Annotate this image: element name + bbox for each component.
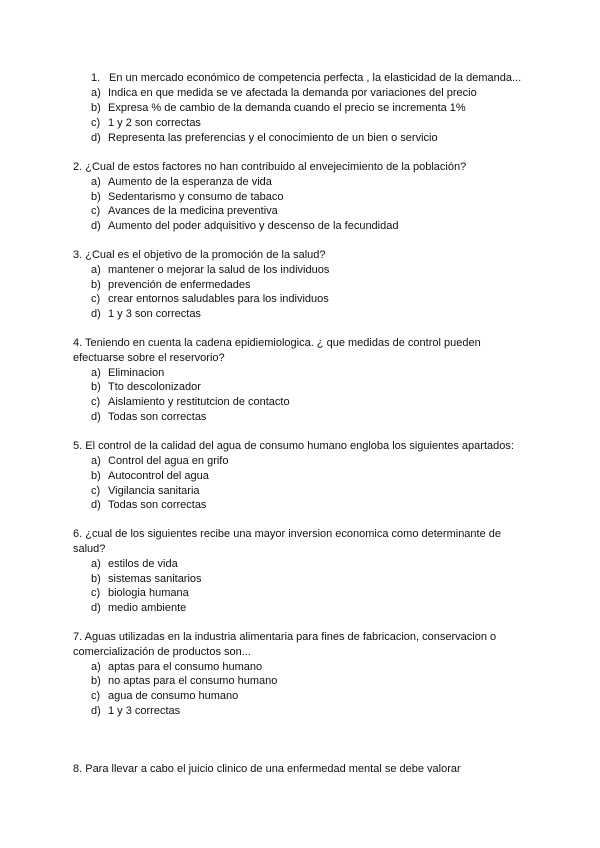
option-marker: c) [91, 485, 101, 497]
option-2b [91, 190, 284, 205]
option-text: Autocontrol del agua [108, 470, 209, 482]
option-2a [91, 175, 272, 190]
question-number: 1. [91, 72, 101, 84]
option-text: Eliminacion [108, 367, 165, 379]
option-marker: d) [91, 308, 101, 320]
question-8: 8. Para llevar a cabo el juicio clinico de una enfermedad mental se debe valorar [73, 763, 461, 775]
option-4c [91, 395, 290, 410]
option-marker: d) [91, 132, 101, 144]
option-marker: d) [91, 411, 101, 423]
option-marker: c) [91, 690, 101, 702]
option-text: estilos de vida [108, 558, 178, 570]
option-text: 1 y 2 son correctas [108, 117, 201, 129]
option-marker: a) [91, 558, 101, 570]
option-marker: d) [91, 220, 101, 232]
option-text: 1 y 3 son correctas [108, 308, 201, 320]
option-marker: a) [91, 661, 101, 673]
option-6a [91, 557, 178, 572]
option-5b [91, 469, 209, 484]
option-2c [91, 204, 278, 219]
option-3b [91, 278, 250, 293]
option-text: Aumento de la esperanza de vida [108, 176, 272, 188]
option-7a [91, 660, 262, 675]
option-4a [91, 366, 164, 381]
question-2: 2. ¿Cual de estos factores no han contribuido al envejecimiento de la población? [73, 161, 467, 173]
option-marker: c) [91, 396, 101, 408]
option-text: Todas son correctas [108, 499, 207, 511]
option-marker: b) [91, 102, 101, 114]
option-7d [91, 704, 180, 719]
option-marker: a) [91, 87, 101, 99]
option-text: Indica en que medida se ve afectada la demanda por variaciones del precio [108, 87, 477, 99]
option-text: Aislamiento y restitutcion de contacto [108, 396, 290, 408]
option-text: agua de consumo humano [108, 690, 239, 702]
option-marker: c) [91, 293, 101, 305]
question-text: En un mercado económico de competencia perfecta , la elasticidad de la demanda... [109, 72, 522, 84]
option-marker: d) [91, 499, 101, 511]
question-3: 3. ¿Cual es el objetivo de la promoción de la salud? [73, 249, 326, 261]
question-4-line-2: efectuarse sobre el reservorio? [73, 352, 225, 364]
option-marker: a) [91, 367, 101, 379]
option-marker: b) [91, 381, 101, 393]
option-text: prevención de enfermedades [108, 279, 251, 291]
option-text: Avances de la medicina preventiva [108, 205, 278, 217]
option-text: crear entornos saludables para los individuos [108, 293, 329, 305]
option-marker: b) [91, 191, 101, 203]
option-marker: a) [91, 264, 101, 276]
option-text: sistemas sanitarios [108, 573, 202, 585]
option-text: mantener o mejorar la salud de los individuos [108, 264, 330, 276]
option-4d [91, 410, 206, 425]
option-text: 1 y 3 correctas [108, 705, 181, 717]
option-2d [91, 219, 398, 234]
option-text: medio ambiente [108, 602, 187, 614]
option-text: Expresa % de cambio de la demanda cuando el precio se incrementa 1% [108, 102, 466, 114]
option-text: biologia humana [108, 587, 189, 599]
option-marker: d) [91, 602, 101, 614]
option-1c [91, 116, 201, 131]
option-3c [91, 292, 329, 307]
option-3a [91, 263, 329, 278]
option-5a [91, 454, 228, 469]
option-marker: c) [91, 587, 101, 599]
question-6-line-1: 6. ¿cual de los siguientes recibe una mayor inversion economica como determinante de [73, 528, 502, 540]
option-text: aptas para el consumo humano [108, 661, 263, 673]
option-marker: b) [91, 470, 101, 482]
option-1d [91, 131, 438, 146]
option-6c [91, 586, 189, 601]
option-1a [91, 86, 477, 101]
option-7c [91, 689, 238, 704]
option-text: no aptas para el consumo humano [108, 675, 278, 687]
option-text: Vigilancia sanitaria [108, 485, 200, 497]
option-text: Representa las preferencias y el conocimiento de un bien o servicio [108, 132, 438, 144]
option-6b [91, 572, 202, 587]
option-marker: a) [91, 455, 101, 467]
option-1b [91, 101, 466, 116]
option-marker: c) [91, 117, 101, 129]
option-text: Control del agua en grifo [108, 455, 229, 467]
option-text: Aumento del poder adquisitivo y descenso de la fecundidad [108, 220, 399, 232]
option-text: Sedentarismo y consumo de tabaco [108, 191, 284, 203]
question-7-line-1: 7. Aguas utilizadas en la industria alimentaria para fines de fabricacion, conservacion o [73, 631, 497, 643]
option-5d [91, 498, 206, 513]
question-4-line-1: 4. Teniendo en cuenta la cadena epidiemiologica. ¿ que medidas de control pueden [73, 337, 481, 349]
question-1 [91, 71, 521, 86]
option-marker: b) [91, 573, 101, 585]
question-6-line-2: salud? [73, 543, 106, 555]
option-7b [91, 674, 277, 689]
option-6d [91, 601, 186, 616]
option-marker: b) [91, 279, 101, 291]
option-marker: d) [91, 705, 101, 717]
option-3d [91, 307, 201, 322]
question-7-line-2: comercialización de productos son... [73, 646, 251, 658]
option-marker: c) [91, 205, 101, 217]
option-text: Tto descolonizador [108, 381, 201, 393]
option-marker: b) [91, 675, 101, 687]
option-marker: a) [91, 176, 101, 188]
question-5: 5. El control de la calidad del agua de consumo humano engloba los siguientes apartados: [73, 440, 514, 452]
option-4b [91, 380, 201, 395]
option-text: Todas son correctas [108, 411, 207, 423]
option-5c [91, 484, 200, 499]
